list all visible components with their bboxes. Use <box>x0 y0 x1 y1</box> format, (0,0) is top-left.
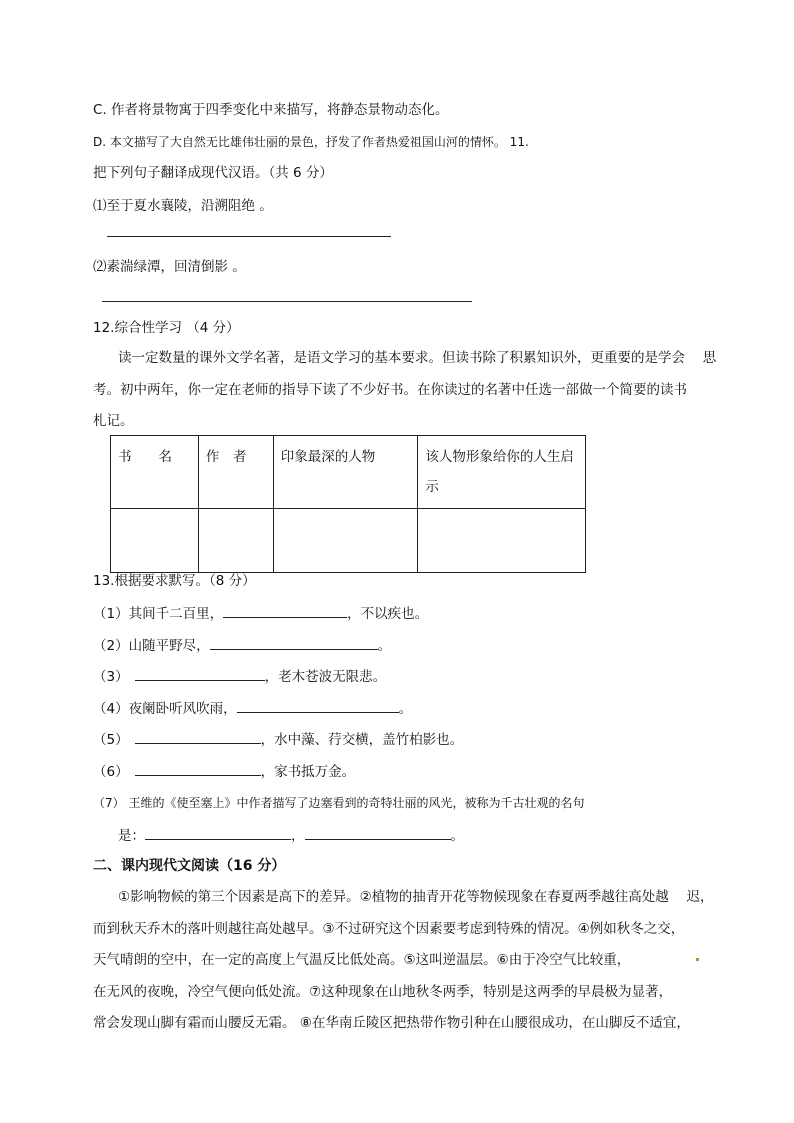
stray-mark <box>696 958 699 961</box>
q13-heading: 13.根据要求默写。（8 分） <box>93 573 256 589</box>
item-number: （6） <box>93 764 129 780</box>
option-c: C. 作者将景物寓于四季变化中来描写，将静态景物动态化。 <box>93 102 449 118</box>
q11-item-1: ⑴至于夏水襄陵，沿溯阻绝 。 <box>93 198 273 214</box>
recite-item-7: （7） 王维的《使至塞上》中作者描写了边塞看到的奇特壮丽的风光，被称为千古壮观的名句 <box>93 796 585 810</box>
item-text-post: ，老木苍波无限悲。 <box>264 669 387 685</box>
item-text-pre: 夜阑卧听风吹雨， <box>128 701 237 717</box>
cell-character[interactable] <box>273 509 418 573</box>
item-text-post: 。 <box>377 638 392 654</box>
item-text-pre: 山随平野尽， <box>128 638 210 654</box>
reading-notes-table <box>110 435 586 573</box>
item-text-post: ，不以疾也。 <box>347 606 429 622</box>
passage-line-2: 而到秋天乔木的落叶则越往高处越早。③不过研究这个因素要考虑到特殊的情况。④例如秋冬之交， <box>93 921 685 937</box>
header-character: 印象最深的人物 <box>273 436 418 509</box>
passage-line-5: 常会发现山脚有霜而山腰反无霜。 ⑧在华南丘陵区把热带作物引种在山腰很成功，在山脚反不适宜， <box>93 1015 690 1031</box>
item-prefix: 是： <box>118 828 145 844</box>
item-separator: ， <box>291 828 305 844</box>
q11-item-2: ⑵素湍绿潭，回清倒影 。 <box>93 259 246 275</box>
q12-para-line-3: 札记。 <box>93 413 134 429</box>
passage-line-3: 天气晴朗的空中，在一定的高度上气温反比低处高。⑤这叫逆温层。⑥由于冷空气比较重， <box>93 952 631 968</box>
recite-item-7-answer <box>118 825 464 846</box>
fill-blank[interactable] <box>305 825 451 840</box>
answer-line-2[interactable] <box>102 301 472 302</box>
q12-para-line-2: 考。初中两年，你一定在老师的指导下读了不少好书。在你读过的名著中任选一部做一个简要的读书 <box>93 382 687 398</box>
item-number: （3） <box>93 669 129 685</box>
item-number: （2） <box>93 638 129 654</box>
item-number: （4） <box>93 701 129 717</box>
option-d: D. 本文描写了大自然无比雄伟壮丽的景色，抒发了作者热爱祖国山河的情怀。 11. <box>93 135 529 149</box>
passage-line-1: ①影响物候的第三个因素是高下的差异。②植物的抽青开花等物候现象在春夏两季越往高处越 迟， <box>118 889 714 905</box>
fill-blank[interactable] <box>210 635 378 650</box>
header-book-title: 书 名 <box>111 436 199 509</box>
recite-item-3 <box>93 666 386 687</box>
header-author: 作 者 <box>198 436 273 509</box>
q11-instruction: 把下列句子翻译成现代汉语。（共 6 分） <box>93 165 333 181</box>
recite-item-1 <box>93 603 428 624</box>
item-text-pre: 其间千二百里， <box>128 606 224 622</box>
cell-inspiration[interactable] <box>418 509 586 573</box>
item-text-post: 。 <box>398 701 413 717</box>
recite-item-6 <box>93 761 355 782</box>
recite-item-4 <box>93 698 412 719</box>
recite-item-2 <box>93 635 391 656</box>
fill-blank[interactable] <box>135 666 265 681</box>
fill-blank[interactable] <box>237 698 399 713</box>
fill-blank[interactable] <box>145 825 291 840</box>
q12-heading: 12.综合性学习 （4 分） <box>93 320 240 336</box>
item-text-post: ，家书抵万金。 <box>260 764 356 780</box>
recite-item-5 <box>93 729 463 750</box>
answer-line-1[interactable] <box>107 236 391 237</box>
section-2-heading: 二、课内现代文阅读（16 分） <box>93 858 286 874</box>
item-number: （5） <box>93 732 129 748</box>
passage-line-4: 在无风的夜晚，冷空气便向低处流。⑦这种现象在山地秋冬两季，特别是这两季的早晨极为显著， <box>93 984 673 1000</box>
header-inspiration: 该人物形象给你的人生启示 <box>418 436 586 509</box>
cell-book-title[interactable] <box>111 509 199 573</box>
item-number: （1） <box>93 606 129 622</box>
q12-para-line-1: 读一定数量的课外文学名著，是语文学习的基本要求。但读书除了积累知识外，更重要的是学会 思 <box>118 350 717 366</box>
item-text-post: ，水中藻、荇交横，盖竹柏影也。 <box>260 732 464 748</box>
cell-author[interactable] <box>198 509 273 573</box>
fill-blank[interactable] <box>135 729 261 744</box>
item-end: 。 <box>450 828 464 844</box>
fill-blank[interactable] <box>135 761 261 776</box>
fill-blank[interactable] <box>223 603 347 618</box>
